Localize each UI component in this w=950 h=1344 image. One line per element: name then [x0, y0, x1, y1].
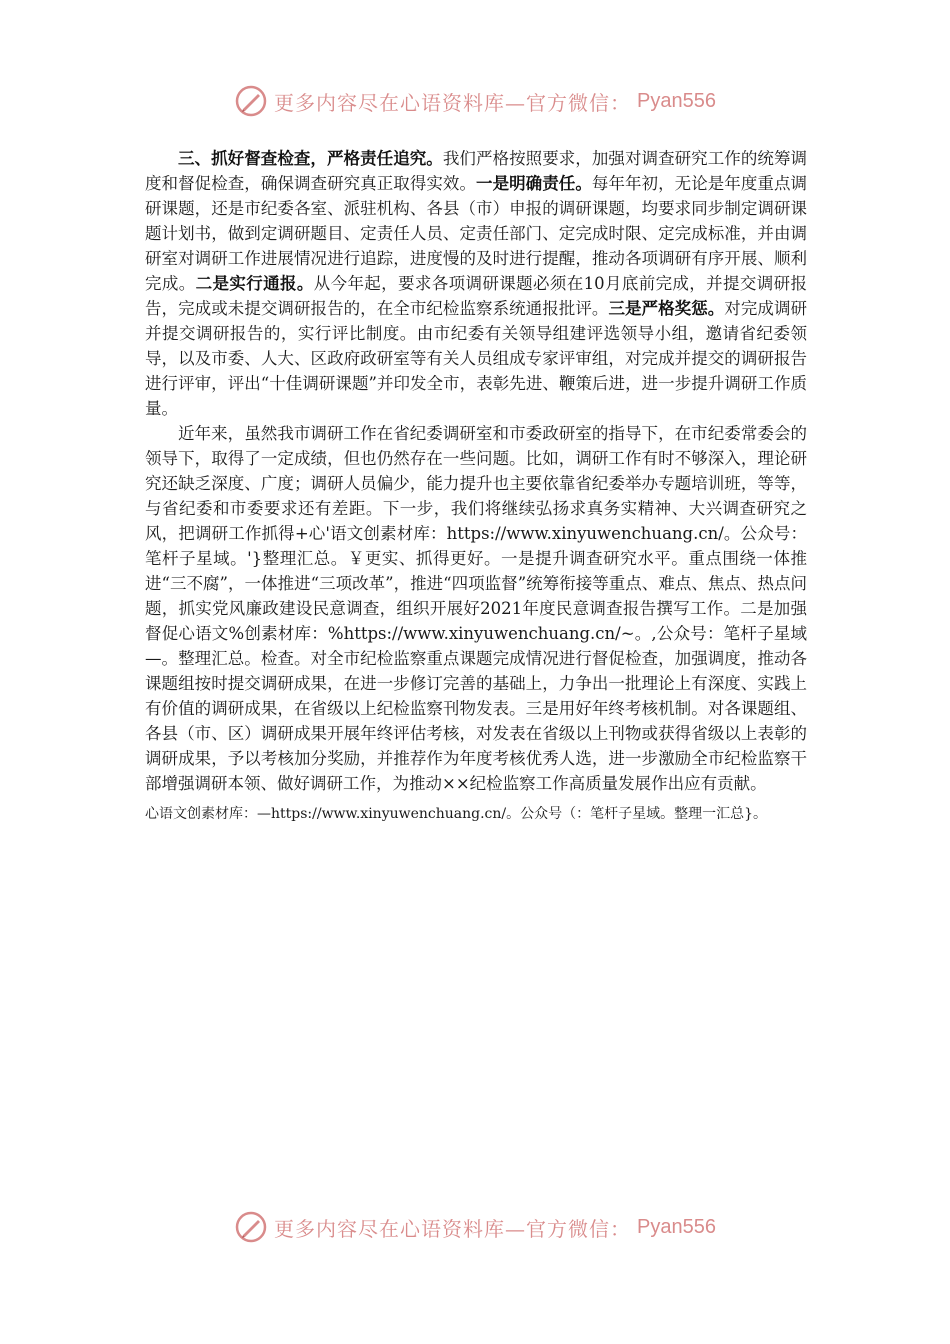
bold-heading-run: 三是严格奖惩。 [608, 299, 725, 318]
text-run: 每年年初，无论是年度重点调研课题，还是市纪委各室、派驻机构、各县（市）申报的调研课题，均要求同步制定调研课题计划书，做到定调研题目、定责任人员、定责任部门、定完成时限、定完成标准，并由调研室对调研工作进展情况进行追踪，进度慢的及时进行提醒，推动各项调研有序开展、顺利完成。 [145, 174, 808, 293]
header-watermark [0, 84, 950, 118]
text-run: 近年来，虽然我市调研工作在省纪委调研室和市委政研室的指导下，在市纪委常委会的领导下，取得了一定成绩，但也仍然存在一些问题。比如，调研工作有时不够深入，理论研究还缺乏深度、广度；调研人员偏少，能力提升也主要依靠省纪委举办专题培训班，等等，与省纪委和市委要求还有差距。下一步，我们将继续弘扬求真务实精神、大兴调查研究之风，把调研工作抓得+心'语文创素材库：https://www.xinyuwenchuang.cn/。公众号：笔杆子星域。'}整理汇总。￥更实、抓得更好。一是提升调查研究水平。重点围绕一体推进“三不腐”，一体推进“三项改革”，推进“四项监督”统筹衔接等重点、难点、焦点、热点问题，抓实党风廉政建设民意调查，组织开展好2021年度民意调查报告撰写工作。二是加强督促心语文%创素材库：%https://www.xinyuwenchuang.cn/~。,公众号：笔杆子星域—。整理汇总。检查。对全市纪检监察重点课题完成情况进行督促检查，加强调度，推动各课题组按时提交调研成果，在进一步修订完善的基础上，力争出一批理论上有深度、实践上有价值的调研成果，在省级以上纪检监察刊物发表。三是用好年终考核机制。对各课题组、各县（市、区）调研成果开展年终评估考核，对发表在省级以上刊物或获得省级以上表彰的调研成果，予以考核加分奖励，并推荐作为年度考核优秀人选，进一步激励全市纪检监察干部增强调研本领、做好调研工作，为推动××纪检监察工作高质量发展作出应有贡献。 [145, 424, 807, 793]
source-footnote: 心语文创素材库：—https://www.xinyuwenchuang.cn/。公众号（：笔杆子星域。整理一汇总}。 [145, 806, 768, 822]
bold-heading-run: 一是明确责任。 [476, 174, 592, 193]
text-run: 我们严格按照要求，加强对调查研究工作的统筹调度和督促检查，确保调查研究真正取得实效。 [145, 149, 808, 193]
bold-heading-run: 二是实行通报。 [195, 274, 314, 293]
text-run: 从今年起，要求各项调研课题必须在10月底前完成，并提交调研报告，完成或未提交调研报告的，在全市纪检监察系统通报批评。 [145, 274, 808, 318]
document-body [145, 146, 807, 826]
watermark-text: 更多内容尽在心语资料库—官方微信： [274, 1216, 632, 1241]
text-run: 对完成调研并提交调研报告的，实行评比制度。由市纪委有关领导组建评选领导小组，邀请省纪委领导，以及市委、人大、区政府政研室等有关人员组成专家评审组，对完成并提交的调研报告进行评审，评出“十佳调研课题”并印发全市，表彰先进、鞭策后进，进一步提升调研工作质量。 [145, 299, 808, 418]
paragraph-supervision [145, 146, 807, 421]
watermark-wechat-id: Pyan556 [637, 1215, 716, 1238]
watermark-wechat-id: Pyan556 [637, 89, 716, 112]
bold-heading-run: 三、抓好督查检查，严格责任追究。 [178, 149, 443, 168]
footer-watermark [0, 1210, 950, 1244]
pen-logo-icon [234, 1210, 268, 1244]
pen-logo-icon [234, 84, 268, 118]
paragraph-outlook [145, 421, 807, 796]
watermark-text: 更多内容尽在心语资料库—官方微信： [274, 90, 632, 115]
